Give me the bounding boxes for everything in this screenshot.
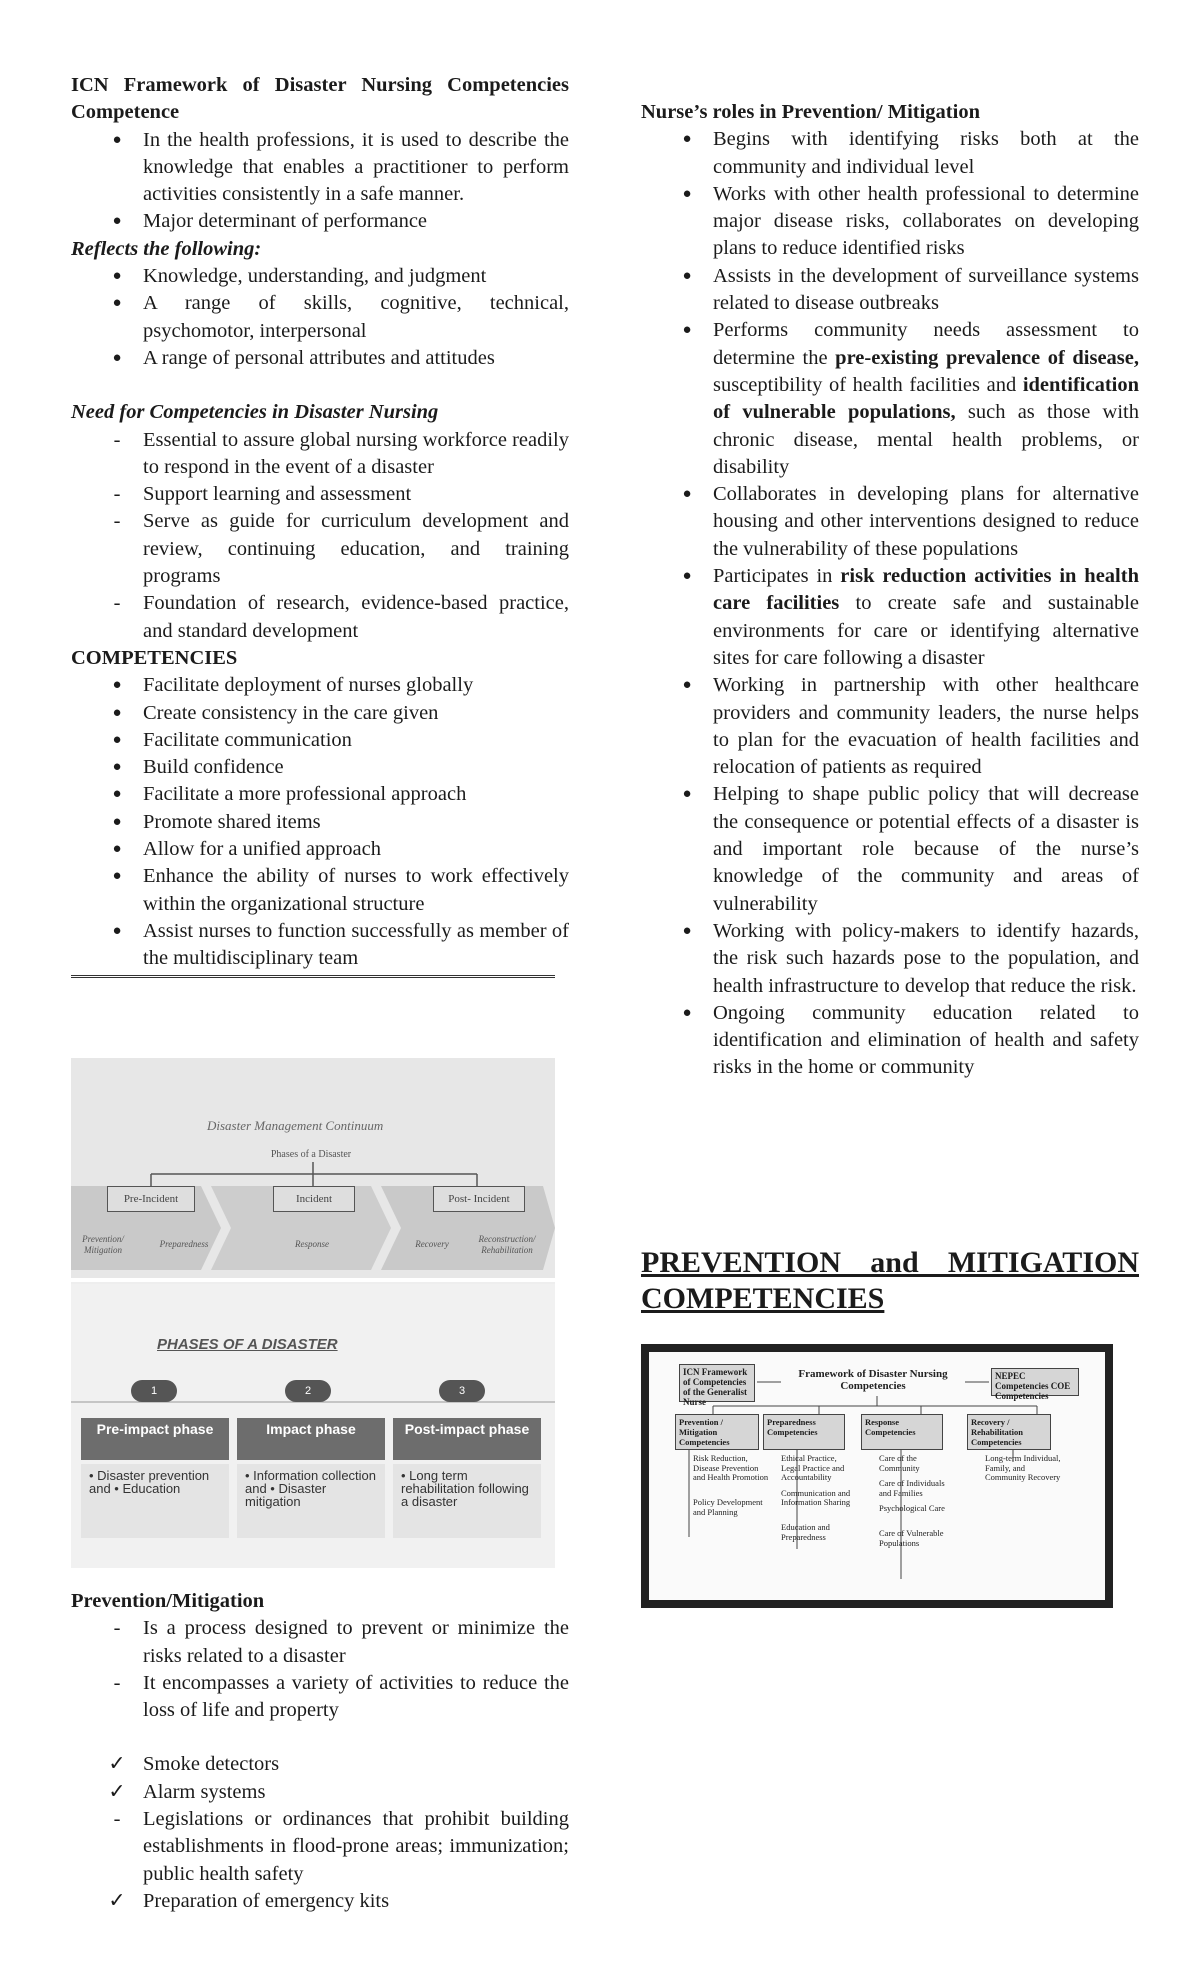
list-item: ● A range of skills, cognitive, technical, psychomotor, interpersonal bbox=[71, 290, 569, 345]
sub-response: Response bbox=[295, 1239, 329, 1249]
list-marker: - bbox=[113, 1808, 121, 1831]
list-item: - Is a process designed to prevent or minimize the risks related to a disaster bbox=[71, 1615, 569, 1670]
phase-number-3: 3 bbox=[439, 1380, 485, 1402]
competency-item: Communication and Information Sharing bbox=[781, 1487, 851, 1507]
list-item: ● Build confidence bbox=[71, 754, 569, 781]
list-marker: ● bbox=[682, 786, 692, 803]
competency-item: Care of the Community bbox=[879, 1453, 920, 1473]
list-item: ● Facilitate deployment of nurses globally bbox=[71, 672, 569, 699]
role-item: ● Participates in risk reduction activities in health care facilities to create safe and sustainable environments for care or identifying alternative sites for care following a disaster bbox=[641, 563, 1139, 672]
competency-item: Ethical Practice, Legal Practice and Accountability bbox=[781, 1453, 845, 1482]
nepec-box: NEPEC Competencies COE Competencies bbox=[991, 1368, 1079, 1396]
role-item: ● Works with other health professional to determine major disease risks, collaborates on developing plans to reduce identified risks bbox=[641, 181, 1139, 263]
competency-column-header: Prevention / Mitigation Competencies bbox=[675, 1414, 759, 1450]
competency-column-header: Recovery / Rehabilitation Competencies bbox=[967, 1414, 1051, 1450]
role-item: ● Collaborates in developing plans for alternative housing and other interventions designed to reduce the vulnerability of these populations bbox=[641, 481, 1139, 563]
role-item: ● Performs community needs assessment to determine the pre-existing prevalence of disease, susceptibility of health facilities and identification of vulnerable populations, such as those with chronic disease, mental health problems, or disability bbox=[641, 317, 1139, 481]
phases-title: PHASES OF A DISASTER bbox=[157, 1336, 338, 1353]
example-item: ✓ Preparation of emergency kits bbox=[71, 1888, 569, 1915]
sub-preparedness: Preparedness bbox=[159, 1239, 209, 1249]
list-item: ● Facilitate a more professional approach bbox=[71, 781, 569, 808]
competencies-list bbox=[71, 672, 569, 972]
role-item: ● Begins with identifying risks both at the community and individual level bbox=[641, 126, 1139, 181]
example-item: ✓ Smoke detectors bbox=[71, 1751, 569, 1778]
list-marker: ● bbox=[112, 813, 122, 830]
reflects-list bbox=[71, 263, 569, 372]
left-column bbox=[71, 72, 569, 978]
framework-diagram bbox=[641, 1344, 1113, 1608]
competencies-heading: COMPETENCIES bbox=[71, 646, 238, 669]
list-marker: ● bbox=[112, 731, 122, 748]
list-item: ● Facilitate communication bbox=[71, 727, 569, 754]
prevention-list bbox=[71, 1615, 569, 1724]
continuum-title: Disaster Management Continuum bbox=[207, 1118, 384, 1133]
right-column bbox=[641, 99, 1139, 1082]
list-marker: ● bbox=[682, 922, 692, 939]
phase-box-pre-incident: Pre-Incident bbox=[107, 1186, 195, 1212]
impact-body: • Information collection and • Disaster mitigation bbox=[237, 1464, 385, 1538]
list-marker: ● bbox=[682, 568, 692, 585]
list-item: ● A range of personal attributes and attitudes bbox=[71, 345, 569, 372]
list-item: ● Assist nurses to function successfully as member of the multidisciplinary team bbox=[71, 918, 569, 973]
list-item: ● Allow for a unified approach bbox=[71, 836, 569, 863]
list-marker: - bbox=[113, 1617, 121, 1640]
competency-item: Policy Development and Planning bbox=[693, 1497, 763, 1517]
list-marker: ● bbox=[112, 922, 122, 939]
pre-impact-body: • Disaster prevention and • Education bbox=[81, 1464, 229, 1538]
post-impact-body: • Long term rehabilitation following a disaster bbox=[393, 1464, 541, 1538]
list-marker: ● bbox=[112, 759, 122, 776]
list-marker: ● bbox=[682, 1004, 692, 1021]
competency-item: Risk Reduction, Disease Prevention and Health Promotion bbox=[693, 1453, 769, 1482]
list-marker: ● bbox=[112, 213, 122, 230]
list-marker: - bbox=[113, 1671, 121, 1694]
list-item: ● In the health professions, it is used to describe the knowledge that enables a practitioner to perform activities consistently in a safe manner. bbox=[71, 127, 569, 209]
list-marker: ● bbox=[682, 677, 692, 694]
list-item: - Serve as guide for curriculum development and review, continuing education, and training programs bbox=[71, 508, 569, 590]
list-item: - Essential to assure global nursing workforce readily to respond in the event of a disaster bbox=[71, 427, 569, 482]
list-item: - Foundation of research, evidence-based practice, and standard development bbox=[71, 590, 569, 645]
role-item: ● Working with policy-makers to identify hazards, the risk such hazards pose to the population, and health infrastructure to develop that reduce the risk. bbox=[641, 918, 1139, 1000]
competency-item: Education and Preparedness bbox=[781, 1522, 830, 1542]
need-heading: Need for Competencies in Disaster Nursing bbox=[71, 401, 439, 424]
list-marker: ● bbox=[682, 131, 692, 148]
framework-title: Framework of Disaster Nursing Competencies bbox=[798, 1368, 948, 1392]
list-marker: ● bbox=[112, 868, 122, 885]
competence-list bbox=[71, 127, 569, 236]
list-item: - Support learning and assessment bbox=[71, 481, 569, 508]
example-item: - Legislations or ordinances that prohibit building establishments in flood-prone areas; immunization; public health safety bbox=[71, 1806, 569, 1888]
sub-recovery: Recovery bbox=[415, 1239, 449, 1249]
list-marker: ● bbox=[682, 486, 692, 503]
impact-header: Impact phase bbox=[237, 1418, 385, 1460]
sub-reconstruction: Reconstruction/ Rehabilitation bbox=[478, 1234, 536, 1255]
list-marker: - bbox=[113, 510, 121, 533]
list-marker: ● bbox=[112, 704, 122, 721]
competence-heading: Competence bbox=[71, 101, 180, 124]
phase-box-post-incident: Post- Incident bbox=[433, 1186, 525, 1212]
list-marker: - bbox=[113, 428, 121, 451]
continuum-root: Phases of a Disaster bbox=[270, 1149, 352, 1160]
reflects-heading: Reflects the following: bbox=[71, 237, 262, 260]
list-marker: ● bbox=[112, 841, 122, 858]
list-item: - It encompasses a variety of activities to reduce the loss of life and property bbox=[71, 1670, 569, 1725]
competency-item: Psychological Care bbox=[879, 1503, 945, 1513]
icn-framework-box: ICN Framework of Competencies of the Generalist Nurse bbox=[679, 1364, 755, 1402]
example-item: ✓ Alarm systems bbox=[71, 1779, 569, 1806]
list-marker: ✓ bbox=[108, 1889, 126, 1912]
need-list bbox=[71, 427, 569, 645]
list-item: ● Promote shared items bbox=[71, 809, 569, 836]
phase-number-2: 2 bbox=[285, 1380, 331, 1402]
list-item: ● Create consistency in the care given bbox=[71, 700, 569, 727]
examples-list bbox=[71, 1751, 569, 1915]
roles-list bbox=[641, 126, 1139, 1081]
phase-number-1: 1 bbox=[131, 1380, 177, 1402]
list-marker: ● bbox=[112, 786, 122, 803]
phases-of-a-disaster bbox=[71, 1284, 555, 1568]
document-title: ICN Framework of Disaster Nursing Competencies bbox=[71, 74, 569, 96]
list-marker: ● bbox=[682, 267, 692, 284]
competency-column-header: Preparedness Competencies bbox=[763, 1414, 845, 1450]
list-item: ● Knowledge, understanding, and judgment bbox=[71, 263, 569, 290]
section-divider bbox=[71, 975, 555, 978]
role-item: ● Assists in the development of surveillance systems related to disease outbreaks bbox=[641, 263, 1139, 318]
competency-item: Care of Individuals and Families bbox=[879, 1478, 945, 1498]
role-item: ● Helping to shape public policy that will decrease the consequence or potential effects of a disaster is and important role because of the nurse’s knowledge of the community and areas of vulnerability bbox=[641, 781, 1139, 917]
prevention-heading: Prevention/Mitigation bbox=[71, 1590, 265, 1612]
disaster-phases-figure bbox=[71, 1058, 555, 1568]
post-impact-header: Post-impact phase bbox=[393, 1418, 541, 1460]
list-marker: ● bbox=[112, 131, 122, 148]
competency-column-header: Response Competencies bbox=[861, 1414, 943, 1450]
list-marker: ● bbox=[112, 349, 122, 366]
roles-heading: Nurse’s roles in Prevention/ Mitigation bbox=[641, 101, 980, 123]
list-marker: ● bbox=[112, 677, 122, 694]
sub-prevention: Prevention/ Mitigation bbox=[82, 1234, 124, 1255]
prevention-section bbox=[71, 1588, 569, 1915]
list-item: ● Major determinant of performance bbox=[71, 208, 569, 235]
competency-item: Long-term Individual, Family, and Community Recovery bbox=[985, 1453, 1061, 1482]
list-marker: ● bbox=[112, 268, 122, 285]
role-item: ● Ongoing community education related to identification and elimination of health and safety risks in the home or community bbox=[641, 1000, 1139, 1082]
pre-impact-header: Pre-impact phase bbox=[81, 1418, 229, 1460]
competency-item: Care of Vulnerable Populations bbox=[879, 1528, 944, 1548]
list-marker: - bbox=[113, 592, 121, 615]
list-marker: ● bbox=[112, 295, 122, 312]
list-marker: ✓ bbox=[108, 1753, 126, 1776]
prevention-mitigation-competencies-heading: PREVENTION and MITIGATION COMPETENCIES bbox=[641, 1246, 1139, 1315]
role-item: ● Working in partnership with other healthcare providers and community leaders, the nurse helps to plan for the evacuation of health facilities and relocation of patients as required bbox=[641, 672, 1139, 781]
list-marker: ● bbox=[682, 322, 692, 339]
list-item: ● Enhance the ability of nurses to work effectively within the organizational structure bbox=[71, 863, 569, 918]
list-marker: ● bbox=[682, 185, 692, 202]
list-marker: ✓ bbox=[108, 1780, 126, 1803]
phase-box-incident: Incident bbox=[273, 1186, 355, 1212]
list-marker: - bbox=[113, 483, 121, 506]
disaster-management-continuum bbox=[71, 1058, 555, 1282]
